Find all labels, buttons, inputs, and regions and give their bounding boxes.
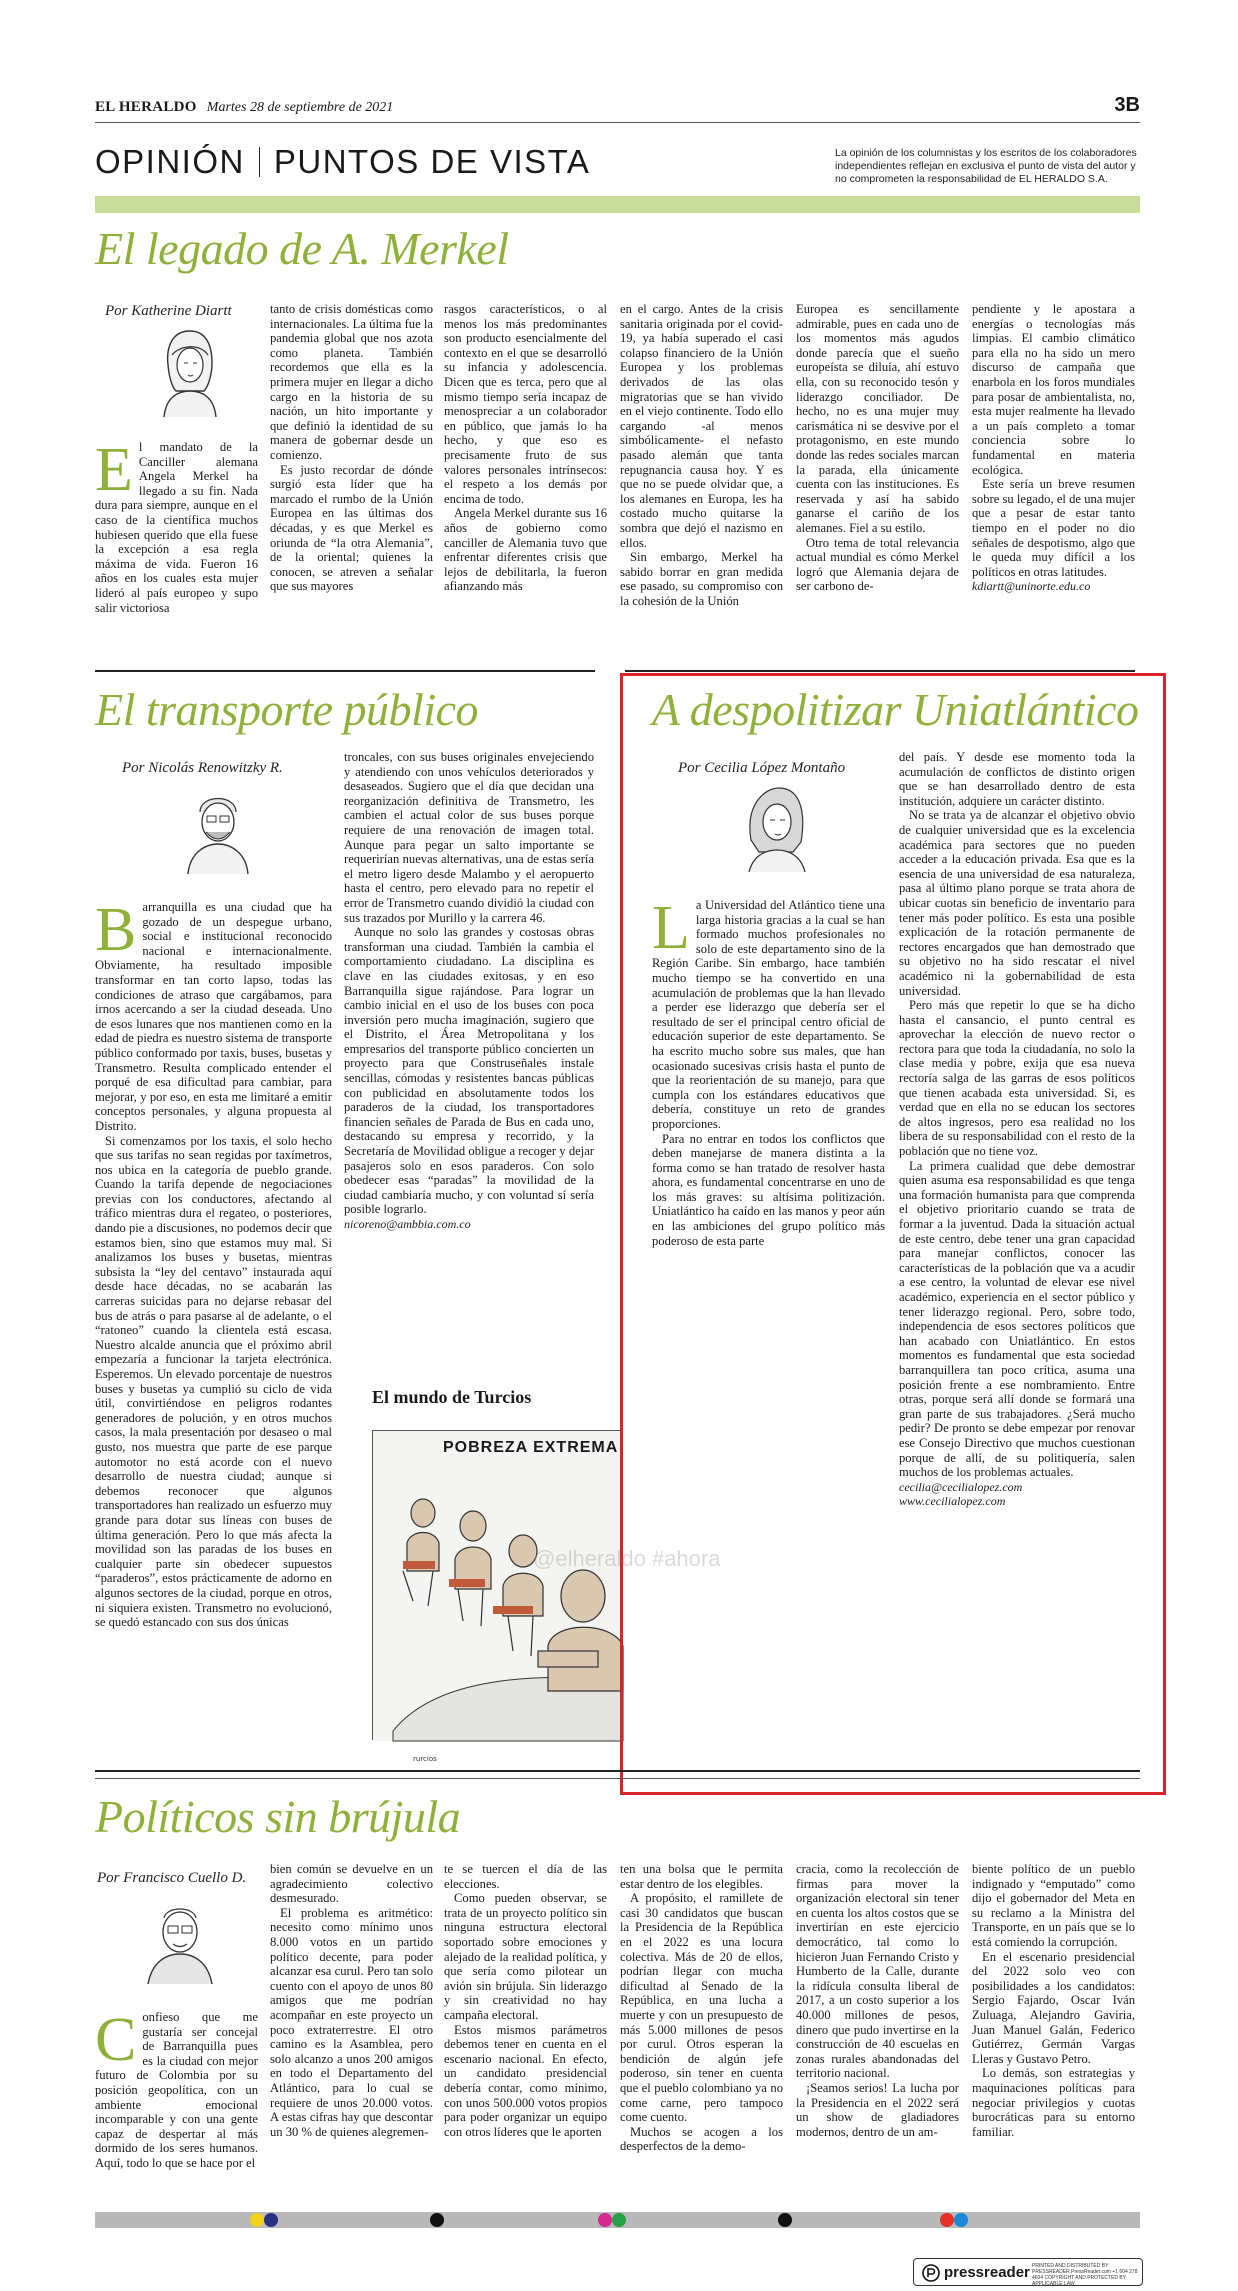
paragraph: a Universidad del Atlántico tiene una larga historia gracias a la cual se han formado muchos profesionales no solo de este departamento sino de la Región Caribe. Sin embargo, hace también mucho tiempo se ha convertido en una acumulación de problemas que la han llevado a perder ese liderazgo que debería ser el resultado de ser el principal centro oficial de educación superior de este departamento. Se ha escrito mucho sobre sus males, que han ocasionado sucesivas crisis hasta el punto de que la reorientación de su manejo, para que cumpla con los estándares educativos que debería, constituye un reto de grandes proporciones. [652, 898, 885, 1131]
registration-dot-magenta [598, 2213, 612, 2227]
politicos-col-1 [95, 2006, 258, 2205]
paragraph: El problema es aritmético: necesito como mínimo unos 8.000 votos en un partido político decente, para poder alcanzar esa curul. Pero tan solo cuento con el apoyo de unos 80 amigos que me podrían acompañar en este proyecto un poco extraterrestre. El otro camino es la Asamblea, pero solo alcanzo a unos 200 amigos en todo el Departamento del Atlántico, para lo cual se requiere de unos 20.000 votos. A estas cifras hay que descontar un 30 % de quienes alegremen- [270, 1905, 433, 2139]
byline-merkel: Por Katherine Diartt [105, 303, 232, 319]
registration-dot-black [778, 2213, 792, 2227]
section-title: OPINIÓN [95, 143, 245, 180]
headline-merkel: El legado de A. Merkel [95, 223, 509, 274]
author-portrait-renowitzky [178, 782, 258, 874]
registration-dot-cyan [954, 2213, 968, 2227]
paragraph: ten una bolsa que le permita estar dentro de los elegibles. [620, 1862, 783, 1891]
pressreader-fine-print: PRINTED AND DISTRIBUTED BY PRESSREADER PressReader.com +1 604 278 4604 COPYRIGHT AND PROTECTED BY APPLICABLE LAW [1032, 2263, 1138, 2287]
paragraph: del país. Y desde ese momento toda la acumulación de conflictos de distinto origen que se han desarrollado dentro de esta institución, adquiere un carácter distinto. [899, 750, 1135, 808]
section-header [95, 143, 1140, 193]
author-portrait-cuello [140, 1892, 220, 1984]
dropcap: C [95, 2006, 137, 2074]
politicos-col-4 [620, 1862, 783, 2205]
paragraph: Este sería un breve resumen sobre su legado, el de una mujer que a pesar de estar tanto tiempo en el poder no dio señales de despotismo, algo que le queda muy difícil a los políticos en otras latitudes. [972, 477, 1135, 579]
paragraph: tanto de crisis domésticas como internacionales. La última fue la pandemia global que nos azota como planeta. También recordemos que ella es la primera mujer en llegar a dicho cargo en la historia de su nación, un hito importante y que definió la identidad de su manera de gobernar desde un comienzo. [270, 302, 433, 462]
paragraph: Es justo recordar de dónde surgió esta líder que ha marcado el rumbo de la Unión Europea en las últimas dos décadas, y es que Merkel es oriunda de “la otra Alemania”, de la oriental; quienes la conocen, se atreven a señalar que sus mayores [270, 462, 433, 594]
paragraph: Estos mismos parámetros debemos tener en cuenta en el escenario nacional. En efecto, un candidato presidencial debería contar, como mínimo, con unos 500.000 votos propios para poder organizar un equipo con otros líderes que le aporten [444, 2022, 607, 2139]
pressreader-brand: pressreader [944, 2264, 1030, 2281]
paragraph: troncales, con sus buses originales envejeciendo y atendiendo con unos vehículos deteriorados y desaseados. Sugiero que el día que decidan una reorganización definitiva de Transmetro, les cambien el actual color de sus buses porque requiere de una renovación de imagen total. Aunque para pegar un salto importante se requerirían nuevas alternativas, una de estas sería el metro ligero desde Malambo y el aeropuerto hasta el centro, pero elevado para no repetir el error de Transmetro cuando dividió la ciudad con sus trazados por Murillo y la carrera 46. [344, 750, 594, 925]
merkel-col-1 [95, 436, 258, 615]
registration-dot-green [612, 2213, 626, 2227]
masthead-rule [95, 122, 1140, 123]
paragraph: cracia, como la recolección de firmas para mover la organización electoral sin tener en cuenta los altos costos que se invertirían en este ejercicio democrático, tal como lo hicieron Juan Fernando Cristo y Humberto de la Calle, durante la ridícula consulta liberal de 2017, a un costo superior a los 40.000 millones de pesos, dinero que pudo invertirse en la construcción de 40 escuelas en zonas rurales abandonadas del territorio nacional. [796, 1862, 959, 2081]
page-number: 3B [1114, 94, 1140, 116]
merkel-col-2 [270, 302, 433, 610]
divider [95, 1770, 1140, 1772]
merkel-col-4 [620, 302, 783, 610]
paragraph: Aunque no solo las grandes y costosas obras transforman una ciudad. También la cambia el comportamiento ciudadano. La disciplina es clave en las ciudades exitosas, y en eso Barranquilla sigue rajándose. Para lograr un cambio inicial en el uso de los buses con poca inversión pero mucha imaginación, sugiero que el Distrito, el Área Metropolitana y los empresarios del transporte público concierten un proyecto para que Construseñales instale sencillas, cómodas y resistentes bancas públicas con publicidad en absolutamente todos los paraderos de la ciudad, los transportadores financien señales de Parada de Bus en cada uno, destacando su empresa y recorrido, y la Secretaría de Movilidad obligue a recoger y dejar pasajeros solo en esos paraderos. Con solo obedecer esas “paradas” la movilidad de la ciudad cambiaría mucho, y con voluntad sí sería posible lograrlo. [344, 925, 594, 1217]
paragraph: Como pueden observar, se trata de un proyecto político sin ninguna estructura electoral soportado sobre emociones y alejado de la realidad política, y que sería como pilotear un avión sin brújula. Sin liderazgo y sin creatividad no hay campaña electoral. [444, 1891, 607, 2022]
divider [95, 670, 595, 672]
headline-politicos: Políticos sin brújula [95, 1791, 461, 1842]
paragraph: Otro tema de total relevancia actual mundial es cómo Merkel logró que Alemania dejara de ser carbono de- [796, 535, 959, 594]
paragraph: Angela Merkel durante sus 16 años de gobierno como canciller de Alemania tuvo que enfrentar diferentes crisis que lejos de debilitarla, la fueron afianzando más [444, 506, 607, 594]
pressreader-badge[interactable] [913, 2258, 1143, 2286]
paragraph: onfieso que me gustaría ser concejal de Barranquilla pues es la ciudad con mejor futuro de Colombia por su posición geopolítica, con un ambiente emocional incomparable y con una gente capaz de despertar al más dormido de los seres humanos. Aquí, todo lo que se hace por el [95, 2010, 258, 2170]
transporte-col-2 [344, 750, 594, 1350]
paragraph: Si comenzamos por los taxis, el solo hecho que sus tarifas no sean regidas por taxímetros, nos ubica en la categoría de pueblo grande. Cuando la tarifa depende de negociaciones previas con los conductores, afectando al tráfico mientras dura el regateo, o posteriores, dando pie a discusiones, no podemos decir que estamos bien, sino que estamos muy mal. Si analizamos los buses y busetas, mientras subsista la “ley del centavo” instaurada aquí desde hace décadas, no se acabarán las carreras suicidas para no dejarse rebasar del bus de atrás o para pasarse al de adelante, o el “ratoneo” cuando la clientela está escasa. Nuestro alcalde anuncia que el próximo abril empezaría a funcionar la tarjeta electrónica. Esperemos. Un elevado porcentaje de nuestros buses y busetas ya cumplió su ciclo de vida útil, convirtiéndose en peligros rodantes generadores de polución, y en otros muchos casos, la mala presentación por desaseo o mal gusto, nos muestra que parte de ese parque automotor no está acorde con el nuevo desarrollo de nuestra ciudad; aunque si debemos reconocer que algunos transportadores han realizado un esfuerzo muy grande para dotar sus líneas con buses de última generación. Pero lo que más afecta la movilidad son las paradas de los buses en cualquier parte sin obedecer supuestos “paraderos”, estos prácticamente de adorno en algunos sectores de la ciudad, porque en otros, ni siquiera existen. Transmetro no evolucionó, se quedó estancado con sus dos únicas [95, 1133, 332, 1630]
paragraph: pendiente y le apostara a energías o tecnologías más limpias. El cambio climático para ella no ha sido un mero discurso de campaña que enarbola en los foros mundiales para posar de ambientalista, no, esta mujer realmente ha llevado a un país completo a tomar conciencia sobre lo fundamental en materia ecológica. [972, 302, 1135, 477]
paragraph: ¡Seamos serios! La lucha por la Presidencia en el 2022 será un show de gladiadores modernos, dentro de un am- [796, 2080, 959, 2139]
paragraph: Europea es sencillamente admirable, pues en cada uno de los momentos más agudos donde parecía que el sueño europeísta se diluía, ahí estuvo ella, con su reconocido tesón y liderazgo conciliador. De hecho, no es una mujer muy carismática ni se desvive por el protagonismo, en este mundo donde las redes sociales marcan la parada, ella únicamente cuenta con las instituciones. Es reservada y así ha sabido ganarse el cariño de los alemanes. Fiel a su estilo. [796, 302, 959, 535]
paragraph: Para no entrar en todos los conflictos que deben manejarse de manera distinta a la forma como se han tratado de resolver hasta ahora, es fundamental concentrarse en uno de los más graves: su altísima politización. Uniatlántico ha caído en las manos y peor aún en las ambiciones del grupo político más poderoso de esta parte [652, 1131, 885, 1248]
cartoon-illustration [373, 1431, 623, 1763]
author-portrait-lopez [735, 780, 815, 872]
masthead [95, 94, 1140, 120]
politicos-col-2 [270, 1862, 433, 2205]
issue-date: Martes 28 de septiembre de 2021 [206, 100, 394, 115]
section-disclaimer: La opinión de los columnistas y los escritos de los colaboradores independientes reflejan en exclusiva el punto de vista del autor y no comprometen la responsabilidad de EL HERALDO S.A. [835, 147, 1137, 185]
pressreader-logo-icon [922, 2264, 940, 2282]
divider [95, 1778, 1140, 1779]
paragraph: arranquilla es una ciudad que ha gozado de un despegue urbano, social e institucional reconocido nacional e internacionalmente. Obviamente, ha resultado imposible transformar en tan corto lapso, todas las condiciones de atraso que cargábamos, para irnos acercando a ser la ciudad deseada. Uno de esos lunares que nos mantienen como en la edad de piedra es nuestro sistema de transporte público conformado por taxis, buses, busetas y Transmetro. Resulta complicado entender el porqué de esa dificultad para cambiar, para mejorar, y por eso, en esta me limitaré a emitir conceptos personales, y alguna propuesta al Distrito. [95, 900, 332, 1133]
paragraph: Muchos se acogen a los desperfectos de la demo- [620, 2124, 783, 2154]
byline-politicos: Por Francisco Cuello D. [97, 1870, 247, 1886]
paragraph: Pero más que repetir lo que se ha dicho hasta el cansancio, el punto central es aprovechar la elección de nuevo rector o rectora para que toda la ciudadanía, no solo la clase media y pobre, exija que esa nueva rectoría salga de las garras de esos políticos que tienen acabada esta universidad. Si, es verdad que en ella no se educan los sectores de altos ingresos, pero esa realidad no los libera de su responsabilidad con el resto de la población que no tiene voz. [899, 998, 1135, 1159]
section-separator [259, 147, 260, 177]
politicos-col-6 [972, 1862, 1135, 2205]
author-email[interactable]: kdiartt@uninorte.edu.co [972, 579, 1091, 594]
registration-dot-black [430, 2213, 444, 2227]
section-green-bar [95, 196, 1140, 213]
headline-transporte: El transporte público [95, 684, 479, 735]
headline-uniatlantico: A despolitizar Uniatlántico [652, 684, 1139, 735]
author-portrait-merkel [150, 325, 230, 417]
paragraph: bien común se devuelve en un agradecimiento colectivo desmesurado. [270, 1862, 433, 1906]
cartoon-panel [372, 1430, 721, 1763]
dropcap: L [652, 894, 690, 962]
politicos-col-3 [444, 1862, 607, 2205]
cartoon-caption: POBREZA EXTREMA [443, 1439, 619, 1456]
author-email[interactable]: cecilia@cecilialopez.com [899, 1479, 1023, 1494]
author-email[interactable]: nicoreno@ambbia.com.co [344, 1217, 471, 1231]
paragraph: l mandato de la Canciller alemana Angela Merkel ha llegado a su fin. Nada dura para siempre, aunque en el caso de la científica muchos hubiesen querido que ella fuese la excepción a esa regla máxima de vida. Fueron 16 años en los cuales esta mujer lideró al país europeo y supo salir victoriosa [95, 440, 258, 615]
cartoon-watermark: @elheraldo #ahora [533, 1546, 721, 1571]
uniatlantico-col-1 [652, 894, 885, 1768]
paragraph: A propósito, el ramillete de casi 30 candidatos que buscan la Presidencia de la República en el 2022 es una locura colectiva. Más de 20 de ellos, podrían llegar con mucha dificultad al Senado de la República, en una lucha a muerte y con un presupuesto de más 5.000 millones de pesos por curul. Otros esperan la bendición de algún jefe poderoso, sin tener en cuenta que el pueblo colombiano ya no come carne, pero tampoco come cuento. [620, 1891, 783, 2125]
paragraph: No se trata ya de alcanzar el objetivo obvio de cualquier universidad que es la excelencia académica para sectores que no pueden acceder a la educación privada. Esa que es la esencia de una universidad de esa naturaleza, pasa al último plano porque se trata ahora de ubicar cuotas sin beneficio de inventario para tener más poder político. Es esta una posible explicación de la rotación permanente de rectores encargados que han demostrado que su objetivo no ha sido rescatar el nivel académico ni la gobernabilidad de esta universidad. [899, 808, 1135, 998]
paragraph: En el escenario presidencial del 2022 solo veo con posibilidades a los candidatos: Sergio Fajardo, Oscar Iván Zuluaga, Alejandro Gaviria, Juan Manuel Galán, Federico Gutiérrez, Germán Vargas Lleras y Gustavo Petro. [972, 1949, 1135, 2066]
cartoon-title: El mundo de Turcios [372, 1387, 532, 1407]
byline-transporte: Por Nicolás Renowitzky R. [122, 760, 283, 776]
registration-dot-yellow [250, 2213, 264, 2227]
merkel-col-5 [796, 302, 959, 610]
registration-dot-red [940, 2213, 954, 2227]
paragraph: te se tuercen el día de las elecciones. [444, 1862, 607, 1891]
dropcap: B [95, 896, 137, 964]
paragraph: Sin embargo, Merkel ha sabido borrar en gran medida ese pasado, su compromiso con la cohesión de la Unión [620, 550, 783, 608]
paper-name: EL HERALDO [95, 99, 197, 115]
merkel-col-3 [444, 302, 607, 610]
byline-uniatlantico: Por Cecilia López Montaño [678, 760, 846, 776]
dropcap: E [95, 436, 133, 504]
section-subtitle: PUNTOS DE VISTA [273, 143, 591, 180]
politicos-col-5 [796, 1862, 959, 2205]
paragraph: en el cargo. Antes de la crisis sanitaria originada por el covid-19, ya había superado el casi colapso financiero de la Unión Europea y los problemas derivados de las olas migratorias que se han vivido en el viejo continente. Todo ello cargando -al menos simbólicamente- el nefasto pasado alemán que tanta repugnancia causa hoy. Y es que no se puede olvidar que, a los alemanes en Europa, les ha costado mucho quitarse la sombra que dejó el nazismo en ellos. [620, 302, 783, 550]
paragraph: Lo demás, son estrategias y maquinaciones políticas para negociar privilegios y cuotas burocráticas para su entorno familiar. [972, 2066, 1135, 2139]
paragraph: biente político de un pueblo indignado y “emputado” como dijo el gobernador del Meta en su reclamo a la Ministra del Transporte, en un país que se lo está comiendo la corrupción. [972, 1862, 1135, 1949]
divider [625, 670, 1135, 672]
registration-dot-blue [264, 2213, 278, 2227]
svg-text:rurcios: rurcios [413, 1755, 437, 1763]
merkel-col-6 [972, 302, 1135, 638]
transporte-col-1 [95, 896, 332, 1745]
author-website[interactable]: www.cecilialopez.com [899, 1494, 1006, 1509]
uniatlantico-col-2 [899, 750, 1135, 1755]
paragraph: La primera cualidad que debe demostrar quien asuma esa responsabilidad es que tenga una formación humanista para que comprenda el objetivo prioritario cuando se trata de formar a la juventud. Dada la situación actual de este centro, debe tener una gran capacidad para manejar conflictos, conocer las características de la población que va a acudir a ese centro, la voluntad de elevar ese nivel académico, experiencia en el sector público y tener liderazgo regional. Pero, sobre todo, independencia de esos sectores políticos que han acabado con Uniatlántico. En estos momentos es fundamental que esta sociedad barranquillera tan poco crítica, asuma una posición frente a ese nombramiento. Entre otras, porque será allí donde se formará una gran parte de sus trabajadores. ¿Será mucho pedir? De pronto se debe empezar por renovar ese Consejo Directivo que muchos cuestionan porque de allí, de su politiquería, salen muchos de los problemas actuales. [899, 1158, 1135, 1480]
paragraph: rasgos característicos, o al menos los más predominantes son producto esencialmente del contexto en el que se desarrolló su infancia y adolescencia. Dicen que es terca, pero que al mismo tiempo sería incapaz de menospreciar a un colaborador en público, que jamás lo ha hecho, y que eso es precisamente fruto de sus valores personales intrínsecos: el respeto a los demás por encima de todo. [444, 302, 607, 506]
